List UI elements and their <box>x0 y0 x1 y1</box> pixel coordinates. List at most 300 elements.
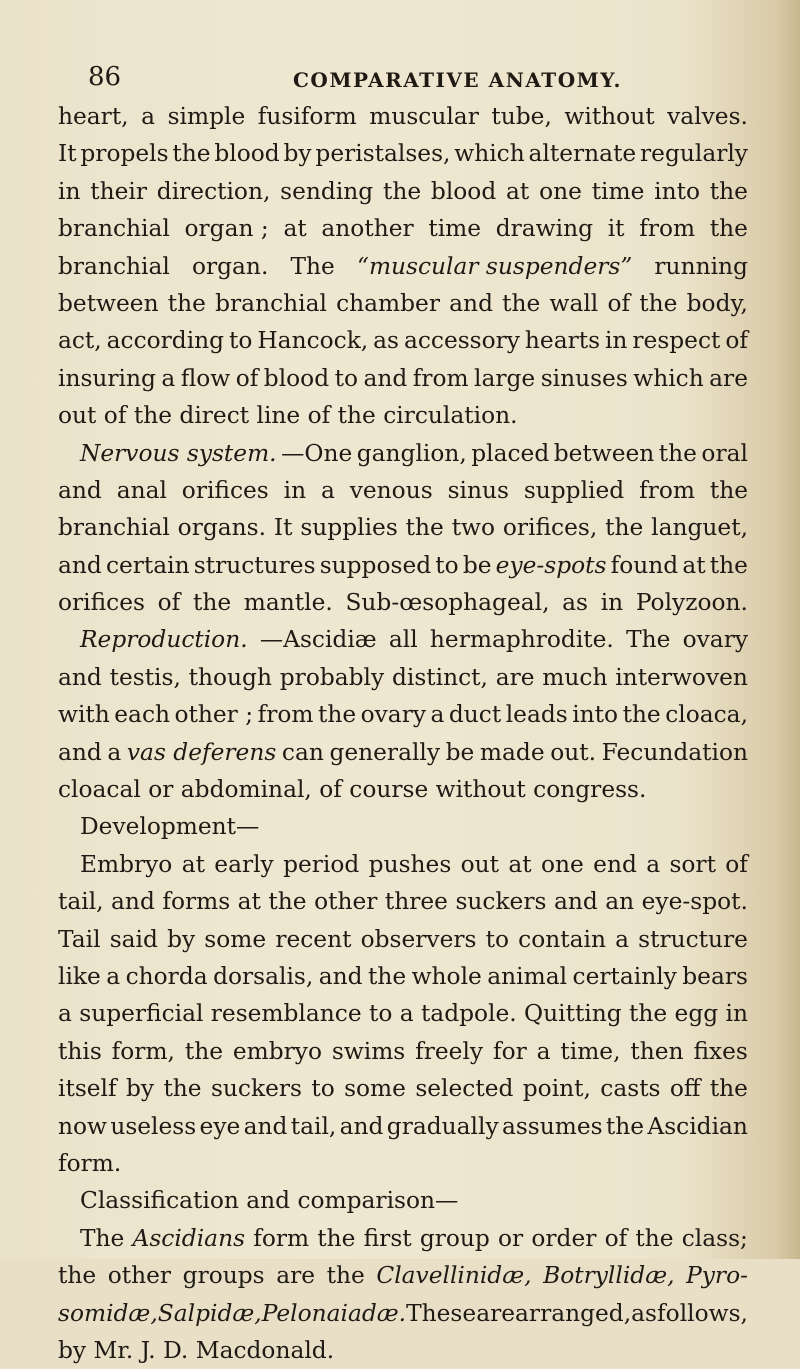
word: some <box>344 1075 406 1103</box>
word: into <box>572 701 619 729</box>
word: Sub-œsophageal, <box>345 589 550 617</box>
word: the <box>368 962 407 990</box>
word: act, <box>58 327 102 355</box>
word: chamber <box>336 289 440 317</box>
word: between <box>553 439 655 467</box>
word: by <box>283 140 312 168</box>
word: a <box>141 103 156 130</box>
word: at <box>181 850 205 878</box>
word: mantle. <box>243 589 333 617</box>
word: the <box>709 177 748 205</box>
word: flow <box>180 364 231 392</box>
word: a <box>161 364 176 392</box>
word: suckers <box>455 888 547 916</box>
word: supposed <box>319 551 432 579</box>
word: ganglion, <box>356 439 467 467</box>
text-line <box>58 472 748 509</box>
word: be <box>445 738 475 766</box>
word: a <box>320 476 335 504</box>
word: a <box>536 1037 551 1065</box>
word: forms <box>162 888 231 916</box>
word: a <box>107 738 122 766</box>
word: the <box>639 289 678 317</box>
word: by Mr. J. D. Macdonald. <box>58 1336 335 1364</box>
word: orifices, <box>502 514 598 542</box>
word: Polyzoon. <box>635 589 748 617</box>
word: between <box>58 289 159 317</box>
word: eye-spot. <box>641 888 748 916</box>
page-header <box>88 62 748 102</box>
word: and <box>58 551 102 579</box>
text-line <box>58 1033 748 1070</box>
word: —Ascidiæ <box>259 626 377 654</box>
word: the <box>167 289 206 317</box>
word: placed <box>471 439 550 467</box>
word: generally <box>329 738 441 766</box>
word: tail, <box>290 1112 337 1140</box>
word: be <box>462 551 492 579</box>
word: point, <box>522 1075 591 1103</box>
word: insuring <box>58 364 156 392</box>
word: the <box>172 140 211 168</box>
word: Tail <box>58 925 101 953</box>
word: oral <box>701 439 748 467</box>
word: hearts <box>524 327 601 355</box>
word: Reproduction. <box>80 626 248 654</box>
word: fusiform <box>257 103 357 130</box>
word: resemblance <box>210 1000 362 1028</box>
word: tube, <box>491 103 552 130</box>
word: and <box>339 1112 384 1140</box>
word: body, <box>686 289 748 317</box>
word: form, <box>111 1037 175 1065</box>
word: wall <box>549 289 599 317</box>
text-line <box>58 1332 748 1369</box>
word: from <box>639 215 696 243</box>
word: structure <box>638 925 748 953</box>
word: or <box>498 1224 524 1252</box>
word: their <box>90 177 147 205</box>
word: and <box>363 364 408 392</box>
word: The <box>80 1224 125 1252</box>
word: and <box>449 289 493 317</box>
word: the <box>709 215 748 243</box>
word: orifices <box>181 476 269 504</box>
text-line <box>58 210 748 247</box>
word: out of the direct line of the circulation. <box>58 402 518 430</box>
word: the <box>605 514 644 542</box>
word: according <box>106 327 225 355</box>
word: by <box>167 925 196 953</box>
word: duct <box>448 701 502 729</box>
word: useless <box>110 1112 197 1140</box>
word: structures <box>193 551 316 579</box>
word: the <box>317 1224 356 1252</box>
word: These <box>406 1299 477 1327</box>
word: can <box>281 738 324 766</box>
word: somidæ, <box>58 1299 158 1327</box>
word: cloacal or abdominal, of course without congress. <box>58 776 647 804</box>
word: leads <box>505 701 568 729</box>
word: follows, <box>657 1299 748 1327</box>
word: supplies <box>300 514 398 542</box>
word: Embryo <box>80 850 173 878</box>
word: tail, <box>58 888 104 916</box>
word: the <box>58 1262 97 1290</box>
text-line <box>58 435 748 472</box>
word: the <box>622 701 661 729</box>
word: the <box>502 289 541 317</box>
word: cloaca, <box>665 701 748 729</box>
word: suckers <box>210 1075 302 1103</box>
word: languet, <box>651 514 748 542</box>
text-line <box>58 135 748 172</box>
text-line <box>58 173 748 210</box>
word: out. <box>550 738 597 766</box>
word: much <box>542 663 608 691</box>
word: contain <box>518 925 606 953</box>
word: certainly <box>572 962 677 990</box>
word: of <box>607 289 631 317</box>
word: branchial <box>58 514 170 542</box>
text-line <box>58 547 748 584</box>
word: Hancock, <box>257 327 369 355</box>
text-line <box>58 734 748 771</box>
word: Classification and comparison— <box>80 1187 459 1215</box>
word: the <box>326 1262 365 1290</box>
word: as <box>631 1299 658 1327</box>
word: blood <box>430 177 497 205</box>
word: bears <box>682 962 748 990</box>
word: end <box>593 850 637 878</box>
word: eye <box>199 1112 241 1140</box>
word: it <box>607 215 625 243</box>
word: in <box>283 476 307 504</box>
word: Quitting <box>524 1000 622 1028</box>
word: some <box>204 925 267 953</box>
word: the <box>184 1037 223 1065</box>
text-line <box>58 1070 748 1107</box>
word: one <box>539 177 582 205</box>
text-line <box>58 883 748 920</box>
word: simple <box>167 103 246 130</box>
word: made <box>479 738 545 766</box>
word: to <box>368 1000 393 1028</box>
word: and <box>58 738 102 766</box>
word: and <box>243 1112 288 1140</box>
word: casts <box>600 1075 661 1103</box>
word: as <box>373 327 400 355</box>
word: a <box>430 701 445 729</box>
word: group <box>419 1224 490 1252</box>
word: probably <box>279 663 385 691</box>
word: to <box>334 364 358 392</box>
word: regularly <box>640 140 748 168</box>
word: “muscular suspenders” <box>357 252 633 280</box>
word: for <box>492 1037 527 1065</box>
word: to <box>485 925 510 953</box>
word: now <box>58 1112 107 1140</box>
word: off <box>669 1075 701 1103</box>
word: animal <box>487 962 568 990</box>
word: organ. <box>191 252 269 280</box>
word: Botryllidæ, <box>543 1262 675 1290</box>
text-line <box>58 958 748 995</box>
text-line <box>58 1220 748 1257</box>
word: Clavellinidæ, <box>376 1262 532 1290</box>
word: as <box>562 589 589 617</box>
word: Ascidians <box>132 1224 246 1252</box>
word: at <box>237 888 261 916</box>
word: sending <box>280 177 374 205</box>
text-line <box>58 285 748 322</box>
word: observers <box>360 925 477 953</box>
word: of <box>725 850 748 878</box>
text-line <box>58 808 748 845</box>
word: branchial <box>58 215 170 243</box>
word: selected <box>415 1075 514 1103</box>
word: without <box>564 103 655 130</box>
text-line <box>58 322 748 359</box>
word: organ ; <box>184 215 269 243</box>
text-line <box>58 771 748 808</box>
text-line <box>58 995 748 1032</box>
word: time <box>591 177 645 205</box>
word: two <box>451 514 496 542</box>
word: the <box>709 476 748 504</box>
word: direction, <box>156 177 271 205</box>
word: peristalses, <box>315 140 451 168</box>
word: other <box>314 888 378 916</box>
word: groups <box>182 1262 265 1290</box>
word: large <box>474 364 536 392</box>
word: time, <box>560 1037 621 1065</box>
text-line <box>58 397 748 434</box>
word: an <box>605 888 635 916</box>
word: The <box>626 626 671 654</box>
body-text <box>58 98 748 1369</box>
word: of <box>725 327 748 355</box>
word: sinus <box>447 476 509 504</box>
text-line <box>58 1108 748 1145</box>
text-line <box>58 621 748 658</box>
word: out <box>460 850 500 878</box>
word: ovary <box>360 701 426 729</box>
word: sinuses <box>540 364 628 392</box>
word: certain <box>105 551 190 579</box>
word: pushes <box>368 850 452 878</box>
word: muscular <box>369 103 479 130</box>
word: from <box>257 701 314 729</box>
word: though <box>188 663 272 691</box>
word: propels <box>80 140 169 168</box>
word: interwoven <box>615 663 748 691</box>
word: all <box>388 626 418 654</box>
word: It <box>58 140 77 168</box>
word: in <box>600 589 624 617</box>
word: distinct, <box>391 663 488 691</box>
word: to <box>311 1075 335 1103</box>
text-line <box>58 659 748 696</box>
word: embryo <box>232 1037 322 1065</box>
word: assumes <box>501 1112 603 1140</box>
word: are <box>495 663 535 691</box>
word: at <box>508 850 532 878</box>
word: the <box>629 1000 668 1028</box>
word: arranged, <box>515 1299 632 1327</box>
page-number: 86 <box>88 62 122 92</box>
word: a <box>58 1000 72 1028</box>
word: to <box>229 327 253 355</box>
word: order <box>531 1224 597 1252</box>
word: Pyro- <box>686 1262 748 1290</box>
word: Salpidæ, <box>157 1299 262 1327</box>
word: a <box>646 850 661 878</box>
word: into <box>654 177 701 205</box>
text-line <box>58 921 748 958</box>
word: the <box>192 589 232 617</box>
word: a <box>615 925 630 953</box>
word: which <box>633 364 704 392</box>
word: form. <box>58 1149 122 1177</box>
word: respect <box>632 327 721 355</box>
word: the <box>268 888 307 916</box>
word: are <box>476 1299 516 1327</box>
word: the <box>709 551 748 579</box>
word: egg <box>674 1000 719 1028</box>
text-line <box>58 1145 748 1182</box>
word: this <box>58 1037 102 1065</box>
word: by <box>126 1075 155 1103</box>
word: of <box>604 1224 628 1252</box>
word: of <box>157 589 181 617</box>
word: alternate <box>528 140 637 168</box>
word: like <box>58 962 101 990</box>
word: hermaphrodite. <box>429 626 614 654</box>
word: vas deferens <box>126 738 277 766</box>
word: blood <box>263 364 330 392</box>
word: anal <box>116 476 167 504</box>
word: Fecundation <box>601 738 748 766</box>
word: freely <box>415 1037 484 1065</box>
word: testis, <box>109 663 181 691</box>
word: class; <box>681 1224 748 1252</box>
word: running <box>654 252 748 280</box>
word: at <box>682 551 706 579</box>
word: itself <box>58 1075 117 1103</box>
text-line <box>58 509 748 546</box>
word: of <box>235 364 259 392</box>
word: and <box>553 888 598 916</box>
word: another <box>321 215 414 243</box>
word: at <box>283 215 307 243</box>
word: recent <box>275 925 352 953</box>
word: said <box>109 925 158 953</box>
text-line <box>58 846 748 883</box>
word: The <box>290 252 335 280</box>
running-head: COMPARATIVE ANATOMY. <box>293 68 622 92</box>
word: in <box>725 1000 748 1028</box>
word: in <box>604 327 628 355</box>
word: Ascidian <box>647 1112 748 1140</box>
word: fixes <box>693 1037 748 1065</box>
word: sort <box>669 850 716 878</box>
word: eye-spots <box>495 551 607 579</box>
text-line <box>58 360 748 397</box>
word: the <box>163 1075 202 1103</box>
word: at <box>506 177 530 205</box>
word: one <box>540 850 584 878</box>
word: superficial <box>79 1000 204 1028</box>
word: blood <box>214 140 280 168</box>
word: from <box>639 476 695 504</box>
word: the <box>382 177 422 205</box>
word: the <box>658 439 697 467</box>
word: three <box>384 888 448 916</box>
word: dorsalis, <box>213 962 314 990</box>
word: a <box>399 1000 414 1028</box>
word: and <box>318 962 363 990</box>
word: Pelonaiadæ. <box>261 1299 407 1327</box>
text-line <box>58 584 748 621</box>
word: and <box>111 888 155 916</box>
text-line <box>58 696 748 733</box>
word: period <box>283 850 360 878</box>
word: accessory <box>403 327 520 355</box>
word: supplied <box>523 476 625 504</box>
word: the <box>605 1112 645 1140</box>
word: the <box>709 1075 748 1103</box>
word: from <box>412 364 469 392</box>
word: time <box>428 215 482 243</box>
word: each <box>114 701 170 729</box>
word: which <box>454 140 525 168</box>
word: in <box>58 177 81 205</box>
word: form <box>253 1224 310 1252</box>
word: the <box>635 1224 674 1252</box>
word: other ; <box>174 701 254 729</box>
word: Nervous system. <box>80 439 277 467</box>
word: It <box>273 514 293 542</box>
word: chorda <box>125 962 208 990</box>
word: orifices <box>58 589 145 617</box>
word: a <box>106 962 121 990</box>
word: whole <box>411 962 482 990</box>
word: with <box>58 701 110 729</box>
word: ovary <box>682 626 748 654</box>
word: then <box>630 1037 684 1065</box>
word: drawing <box>495 215 593 243</box>
word: are <box>709 364 748 392</box>
word: first <box>363 1224 412 1252</box>
word: branchial <box>58 252 170 280</box>
word: to <box>435 551 459 579</box>
word: other <box>107 1262 172 1290</box>
word: heart, <box>58 103 129 130</box>
word: gradually <box>386 1112 499 1140</box>
word: the <box>405 514 444 542</box>
text-line <box>58 1295 748 1332</box>
word: tadpole. <box>420 1000 517 1028</box>
word: found <box>610 551 679 579</box>
word: and <box>58 663 102 691</box>
word: early <box>214 850 274 878</box>
text-line <box>58 1257 748 1294</box>
word: and <box>58 476 102 504</box>
word: the <box>317 701 357 729</box>
word: are <box>276 1262 316 1290</box>
text-line <box>58 98 748 135</box>
